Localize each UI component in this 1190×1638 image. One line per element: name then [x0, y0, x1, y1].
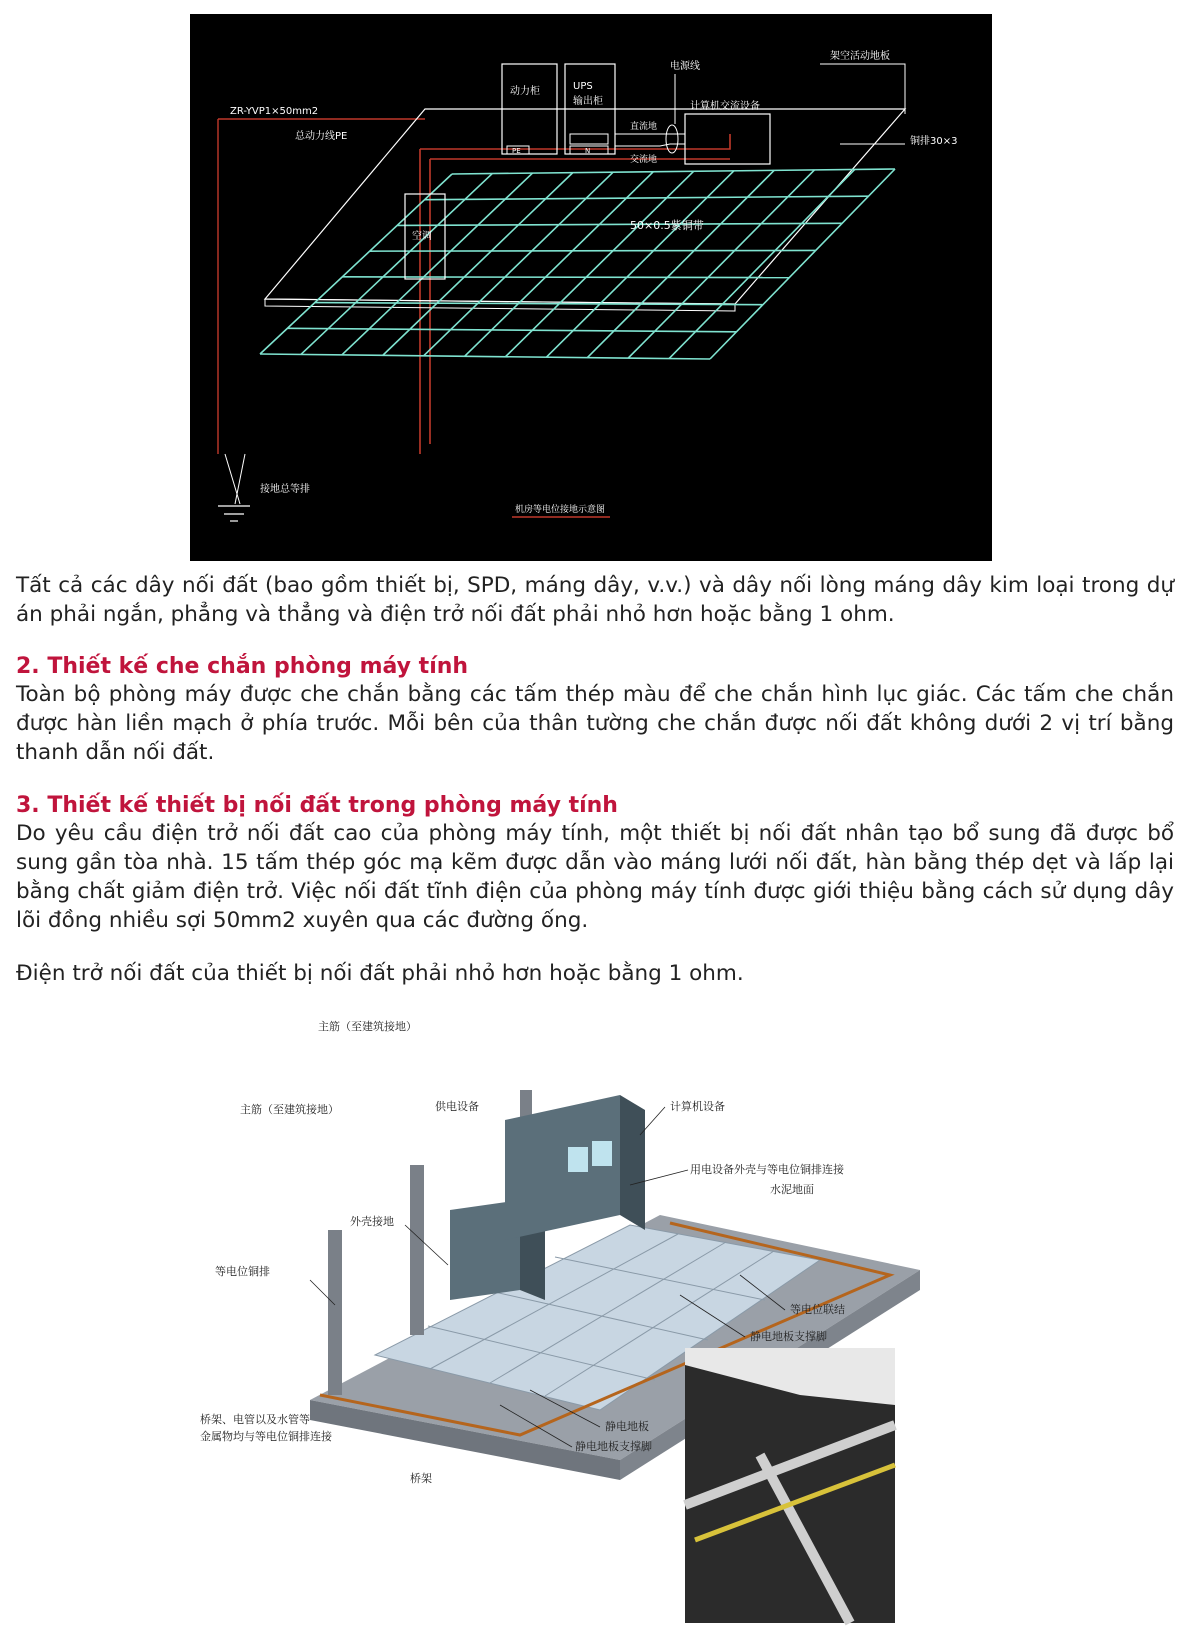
paragraph-text: Điện trở nối đất của thiết bị nối đất phải nhỏ hơn hoặc bằng 1 ohm. [16, 961, 744, 986]
label-floor-bracket: 架空活动地板 [830, 51, 890, 62]
label-ups: UPS [573, 81, 593, 92]
mesh-line [260, 174, 452, 354]
label-power-line: 电源线 [670, 61, 700, 72]
copper-mesh-grid [260, 169, 895, 359]
label-floor-support: 静电地板支撑脚 [750, 1330, 827, 1343]
paragraph-text: Toàn bộ phòng máy được che chắn bằng các tấm thép màu để che chắn hình lục giác. Các tấm che chắn được hàn liền mạch ở phía trước. Mỗi bên của thân tường che chắn được nối đất không dưới 2 vị trí bằng thanh dẫn nối đất. [16, 682, 1174, 765]
section-heading-grounding-device: 3. Thiết kế thiết bị nối đất trong phòng máy tính [16, 793, 618, 818]
section-body-grounding-device [16, 819, 1174, 935]
label-ac-unit: 空调 [412, 231, 432, 242]
label-caption: 机房等电位接地示意图 [515, 505, 606, 515]
label-cable: ZR-YVP1×50mm2 [230, 106, 319, 117]
paragraph-grounding-wires [16, 571, 1174, 629]
section-heading-shielding: 2. Thiết kế che chắn phòng máy tính [16, 654, 469, 679]
label-shell-connection: 用电设备外壳与等电位铜排连接 [690, 1163, 844, 1176]
mesh-line [287, 328, 736, 332]
grounding-diagram-image [190, 14, 992, 561]
label-pe: PE [512, 147, 521, 155]
mesh-line [301, 174, 492, 355]
label-ups-sub: 输出柜 [573, 96, 603, 107]
paragraph-text: Do yêu cầu điện trở nối đất cao của phòng máy tính, một thiết bị nối đất nhân tạo bổ sung đã được bổ sung gần tòa nhà. 15 tấm thép góc mạ kẽm được dẫn vào máng lưới nối đất, hàn bằng thép dẹt và lấp lại bằng chất giảm điện trở. Việc nối đất tĩnh điện của phòng máy tính được giới thiệu bằng cách sử dụng dây lõi đồng nhiều sợi 50mm2 xuyên qua các đường ống. [16, 821, 1174, 933]
label-equipotential-link: 等电位联结 [790, 1303, 845, 1316]
label-static-floor-support: 静电地板支撑脚 [575, 1440, 652, 1453]
equipotential-illustration-image [200, 1020, 970, 1627]
label-flat-steel: 铜排30×3 [910, 136, 958, 147]
section-body-shielding [16, 680, 1174, 767]
mesh-line [425, 196, 869, 200]
label-bridge-note-2: 金属物均与等电位铜排连接 [200, 1430, 332, 1443]
paragraph-resistance [16, 959, 1174, 988]
label-computer-equipment: 计算机设备 [670, 1100, 725, 1113]
mesh-line [370, 250, 816, 251]
mesh-line [397, 223, 842, 225]
mesh-line [315, 303, 763, 305]
label-mesh: 50×0.5紫铜带 [630, 219, 704, 232]
label-static-floor: 静电地板 [605, 1420, 649, 1433]
label-equipotential-bar: 等电位铜排 [215, 1265, 270, 1278]
label-main-bar-2: 主筋（至建筑接地） [240, 1103, 339, 1116]
mesh-line [342, 277, 789, 278]
mesh-line [260, 354, 710, 359]
label-bridge: 桥架 [410, 1472, 432, 1485]
label-ground-bus: 接地总等排 [260, 484, 310, 495]
label-n: N [585, 147, 591, 155]
label-casing-ground: 外壳接地 [350, 1215, 394, 1228]
label-computer: 计算机交流设备 [690, 101, 760, 112]
label-dc: 直流地 [630, 122, 658, 132]
label-bridge-note-1: 桥架、电管以及水管等 [200, 1413, 310, 1426]
label-power-cabinet: 动力柜 [510, 86, 540, 97]
label-lead-line: 总动力线PE [295, 131, 348, 142]
mesh-line [452, 169, 895, 174]
label-cement-floor: 水泥地面 [770, 1183, 814, 1196]
label-ac: 交流地 [630, 155, 658, 165]
paragraph-text: Tất cả các dây nối đất (bao gồm thiết bị, SPD, máng dây, v.v.) và dây nối lòng máng dây kim loại trong dự án phải ngắn, phẳng và thẳng và điện trở nối đất phải nhỏ hơn hoặc bằng 1 ohm. [16, 573, 1174, 627]
inset-photo [685, 1348, 895, 1623]
label-power-equipment: 供电设备 [435, 1100, 479, 1113]
label-main-bar-1: 主筋（至建筑接地） [318, 1020, 417, 1033]
